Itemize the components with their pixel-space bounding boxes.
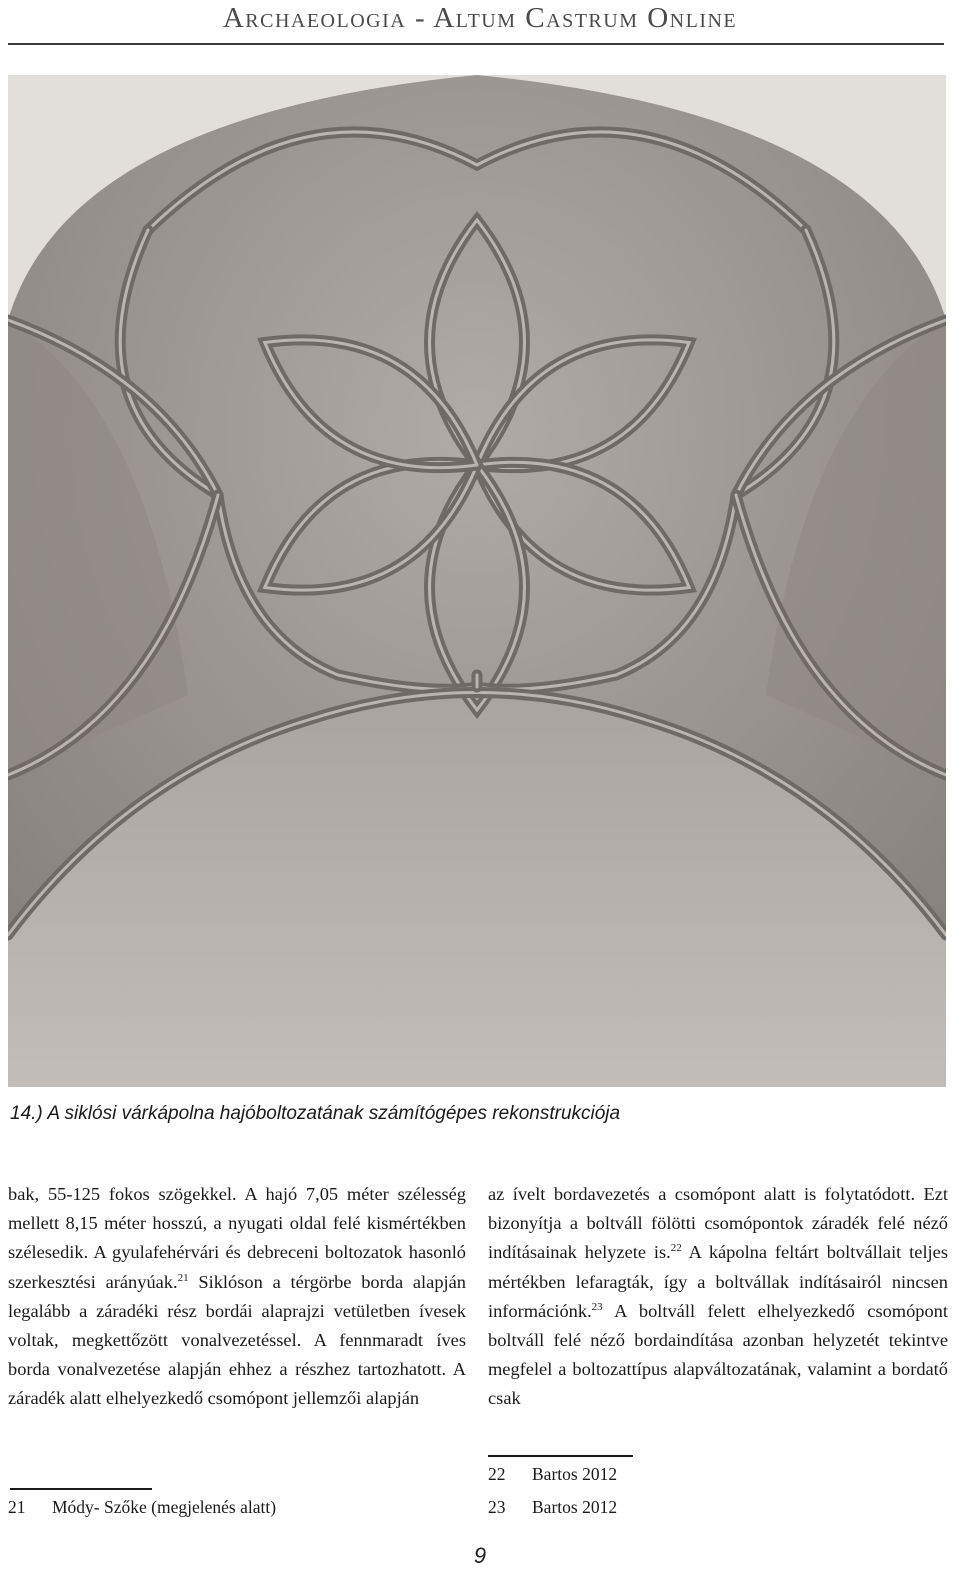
footnote-ref: 23 [591,1300,603,1313]
footnote-number: 23 [488,1497,506,1517]
body-column-right [488,1180,948,1414]
text-run: Siklóson a térgörbe borda alapján legalább a záradéki rész bordái alaprajzi vetületben ívesek voltak, megkettőzött vonalvezetéssel. A fennmaradt íves borda vonalvezetése alapján ehhez a részhez tartozhatott. A záradék alatt elhelyezkedő csomópont jellemzői alapján [8,1271,466,1409]
footnote-rule-right [488,1455,633,1457]
footnote-number: 22 [488,1464,506,1484]
text-run: A boltváll felett elhelyezkedő csomópont boltváll felé néző bordaindítása azonban helyzetét tekintve megfelel a boltozattípus alapváltozatának, valamint a bordatő csak [488,1300,948,1409]
text-run: A kápolna feltárt boltvállait teljes mértékben lefaragták, így a boltvállak indításairól nincsen információnk. [488,1242,948,1321]
page-number: 9 [473,1543,487,1568]
footnote-text: Bartos 2012 [532,1464,618,1484]
body-column-left [8,1180,466,1414]
text-run: bak, 55-125 fokos szögekkel. A hajó 7,05 méter szélesség mellett 8,15 méter hosszú, a nyugati oldal felé kismértékben szélesedik. A gyulafehérvári és debreceni boltozatok hasonló szerkesztési arányúak. [8,1184,466,1292]
journal-title: Archaeologia - Altum Castrum Online [222,2,738,34]
footnote-number: 21 [8,1497,26,1517]
footnote-21 [8,1497,276,1518]
footnote-23 [488,1497,617,1518]
footnote-ref: 22 [670,1242,682,1255]
header-rule [8,43,944,45]
footnote-rule-left [10,1488,152,1490]
paragraph [488,1180,948,1414]
running-head [0,0,960,44]
figure-caption: 14.) A siklósi várkápolna hajóboltozatának számítógépes rekonstrukciója [10,1103,621,1124]
footnote-text: Módy- Szőke (megjelenés alatt) [52,1497,277,1517]
footnote-22 [488,1464,617,1485]
vault-rendering [8,75,946,1087]
footnote-ref: 21 [177,1271,189,1284]
text-run: az ívelt bordavezetés a csomópont alatt is folytatódott. Ezt bizonyítja a boltváll fölötti csomópontok záradék felé néző indításainak helyzete is. [488,1184,948,1263]
footnote-text: Bartos 2012 [532,1497,618,1517]
paragraph [8,1180,466,1414]
vault-reconstruction-figure [8,75,946,1087]
